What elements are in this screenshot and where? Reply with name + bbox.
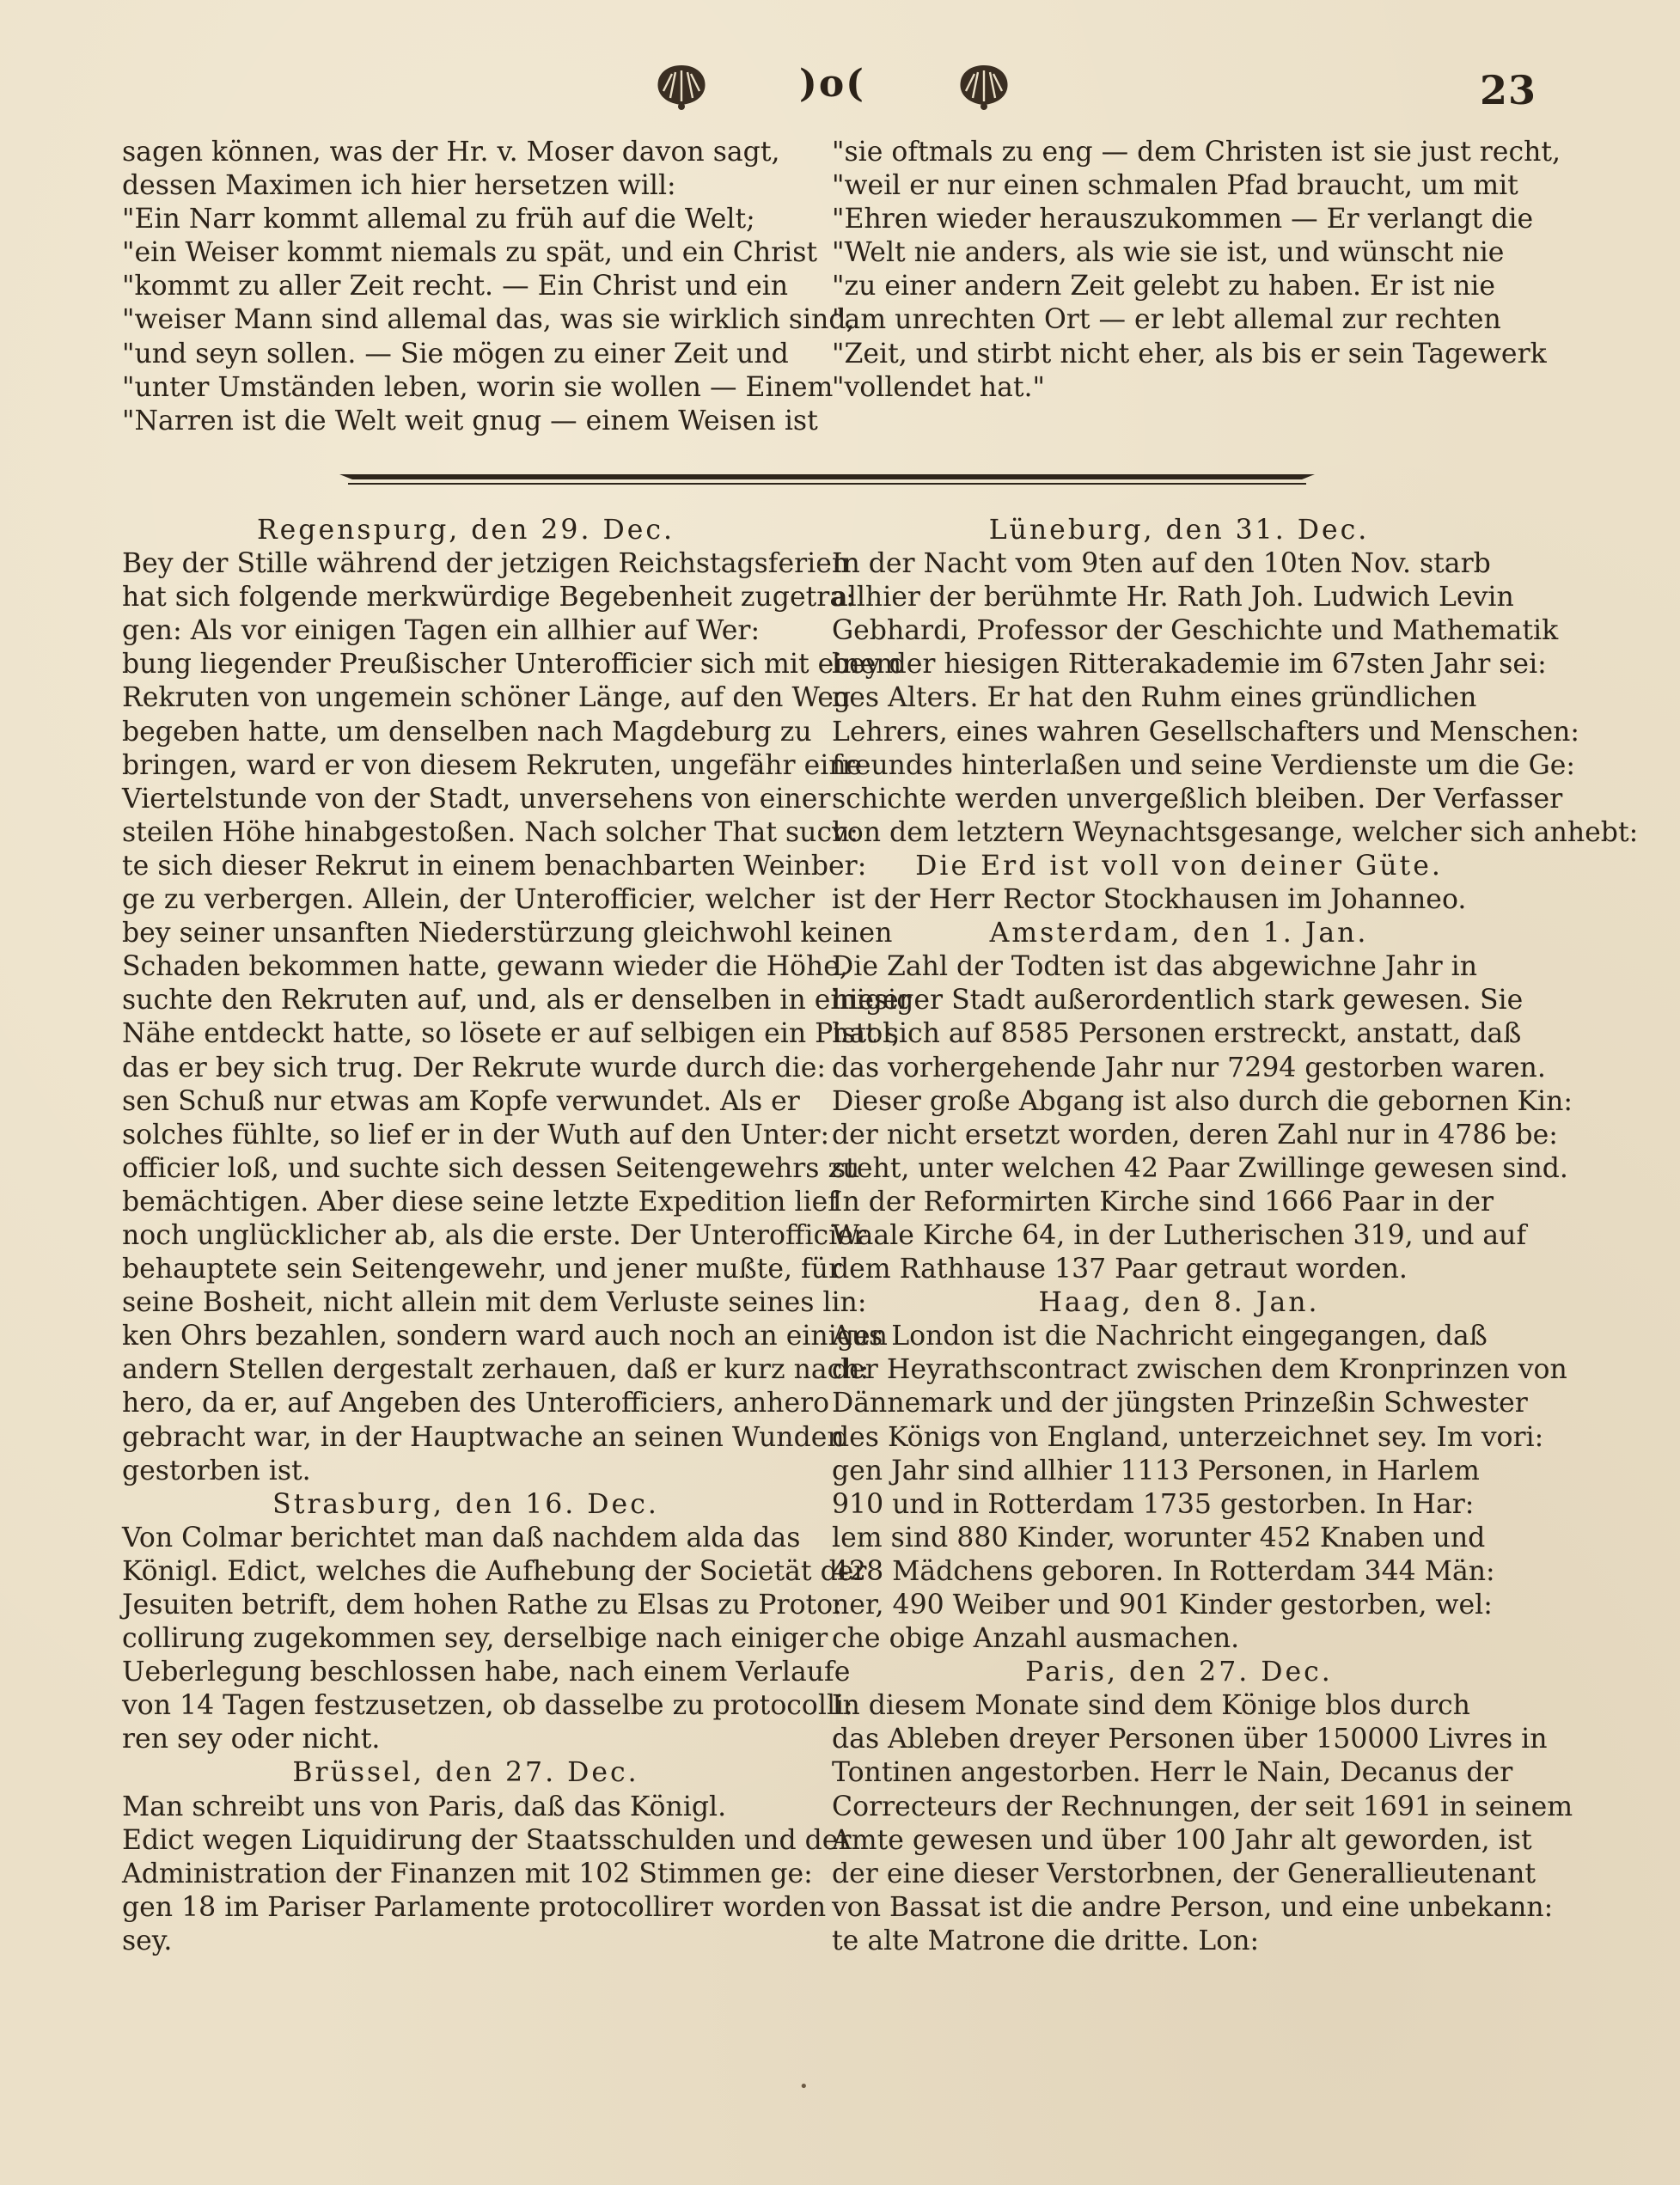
text-line: von Bassat ist die andre Person, und eine unbekann:	[832, 1891, 1554, 1923]
text-line: Man schreibt uns von Paris, daß das Königl.	[122, 1791, 727, 1822]
text-line: officier loß, und suchte sich dessen Seitengewehrs zu	[122, 1152, 860, 1184]
text-line: allhier der berühmte Hr. Rath Joh. Ludwich Levin	[832, 582, 1514, 613]
text-line: seine Bosheit, nicht allein mit dem Verluste seines lin:	[122, 1287, 867, 1319]
text-line: nes Alters. Er hat den Ruhm eines gründlichen	[832, 682, 1477, 714]
center-ornament: )o(	[799, 62, 865, 106]
text-line: collirung zugekommen sey, derselbige nach einiger	[122, 1623, 828, 1655]
text-line: te sich dieser Rekrut in einem benachbarten Weinber:	[122, 850, 867, 882]
text-line: von dem letztern Weynachtsgesange, welcher sich anhebt:	[832, 816, 1639, 848]
text-line: "Narren ist die Welt weit gnug — einem Weisen ist	[122, 405, 818, 436]
dateline-heading: Lüneburg, den 31. Dec.	[988, 515, 1370, 546]
text-line: Edict wegen Liquidirung der Staatsschulden und der	[122, 1824, 852, 1856]
text-line: von 14 Tagen festzusetzen, ob dasselbe zu protocolli:	[122, 1690, 853, 1722]
text-line: sen Schuß nur etwas am Kopfe verwundet. Als er	[122, 1085, 800, 1117]
right-shell-ornament-icon	[954, 60, 1014, 112]
text-line: freundes hinterlaßen und seine Verdienste um die Ge:	[832, 749, 1576, 781]
text-line: "kommt zu aller Zeit recht. — Ein Christ und ein	[122, 271, 789, 302]
text-line: Jesuiten betrift, dem hohen Rathe zu Elsas zu Proto:	[122, 1590, 842, 1620]
text-line: te alte Matrone die dritte. Lon:	[832, 1925, 1260, 1956]
text-line: ren sey oder nicht.	[122, 1724, 381, 1755]
text-line: ner, 490 Weiber und 901 Kinder gestorben, wel:	[832, 1590, 1493, 1620]
text-line: In diesem Monate sind dem Könige blos durch	[832, 1690, 1470, 1722]
text-line: Ueberlegung beschlossen habe, nach einem Verlaufe	[122, 1657, 851, 1688]
text-line: "weil er nur einen schmalen Pfad braucht, um mit	[832, 170, 1518, 202]
text-line: steilen Höhe hinabgestoßen. Nach solcher That such:	[122, 816, 858, 848]
text-line: bringen, ward er von diesem Rekruten, ungefähr eine	[122, 749, 863, 781]
left-shell-ornament-icon	[651, 60, 712, 112]
text-line: gen: Als vor einigen Tagen ein allhier auf Wer:	[122, 615, 761, 647]
text-line: In der Nacht vom 9ten auf den 10ten Nov. starb	[832, 548, 1491, 580]
text-line: Rekruten von ungemein schöner Länge, auf den Weg	[122, 682, 852, 714]
text-line: Schaden bekommen hatte, gewann wieder die Höhe,	[122, 951, 848, 983]
text-line: des Königs von England, unterzeichnet sey. Im vori:	[832, 1421, 1544, 1453]
text-line: sey.	[122, 1925, 173, 1956]
text-line: bey der hiesigen Ritterakademie im 67sten Jahr sei:	[832, 649, 1547, 681]
text-line: Von Colmar berichtet man daß nachdem alda das	[122, 1522, 801, 1553]
text-line: hiesiger Stadt außerordentlich stark gewesen. Sie	[832, 985, 1524, 1016]
text-line: "Ehren wieder herauszukommen — Er verlangt die	[832, 204, 1534, 235]
text-line: Bey der Stille während der jetzigen Reichstagsferien	[122, 548, 850, 580]
text-line: hat sich auf 8585 Personen erstreckt, anstatt, daß	[832, 1018, 1522, 1050]
dateline-heading: Amsterdam, den 1. Jan.	[989, 918, 1369, 949]
text-line: noch unglücklicher ab, als die erste. Der Unterofficier	[122, 1219, 866, 1251]
text-line: der eine dieser Verstorbnen, der Generallieutenant	[832, 1858, 1536, 1889]
text-line: Nähe entdeckt hatte, so lösete er auf selbigen ein Pistol,	[122, 1018, 901, 1050]
text-line: che obige Anzahl ausmachen.	[832, 1623, 1240, 1655]
text-line: gen Jahr sind allhier 1113 Personen, in Harlem	[832, 1455, 1480, 1486]
section-divider-rule	[339, 464, 1315, 490]
text-line: hat sich folgende merkwürdige Begebenheit zugetra:	[122, 582, 855, 613]
text-line: 910 und in Rotterdam 1735 gestorben. In Har:	[832, 1488, 1475, 1520]
text-line: 428 Mädchens geboren. In Rotterdam 344 Män:	[832, 1555, 1495, 1587]
text-line: gen 18 im Pariser Parlamente protocollirет worden	[122, 1891, 827, 1923]
text-line: ken Ohrs bezahlen, sondern ward auch noch an einigen	[122, 1321, 888, 1352]
text-line: bey seiner unsanften Niederstürzung gleichwohl keinen	[122, 918, 893, 949]
text-line: hero, da er, auf Angeben des Unterofficiers, anhero	[122, 1388, 830, 1419]
text-line: Amte gewesen und über 100 Jahr alt geworden, ist	[832, 1824, 1532, 1856]
dateline-heading: Haag, den 8. Jan.	[1038, 1287, 1320, 1319]
text-line: bemächtigen. Aber diese seine letzte Expedition lief	[122, 1186, 838, 1218]
text-line: "Zeit, und stirbt nicht eher, als bis er sein Tagewerk	[832, 338, 1547, 369]
dateline-heading: Paris, den 27. Dec.	[1025, 1657, 1333, 1688]
text-line: das Ableben dreyer Personen über 150000 Livres in	[832, 1724, 1548, 1755]
dateline-heading: Brüssel, den 27. Dec.	[292, 1757, 639, 1789]
text-line: behauptete sein Seitengewehr, und jener mußte, für	[122, 1254, 842, 1285]
text-line: solches fühlte, so lief er in der Wuth auf den Unter:	[122, 1119, 830, 1150]
text-line: Aus London ist die Nachricht eingegangen, daß	[832, 1321, 1488, 1352]
text-line: "Ein Narr kommt allemal zu früh auf die Welt;	[122, 204, 755, 235]
text-line: In der Reformirten Kirche sind 1666 Paar in der	[832, 1186, 1494, 1218]
text-line: Königl. Edict, welches die Aufhebung der Societät der	[122, 1555, 867, 1587]
text-line: "zu einer andern Zeit gelebt zu haben. Er ist nie	[832, 271, 1496, 302]
text-line: Administration der Finanzen mit 102 Stimmen ge:	[122, 1858, 813, 1889]
page-header	[0, 60, 1680, 129]
text-line: ist der Herr Rector Stockhausen im Johanneo.	[832, 884, 1467, 916]
text-line: lem sind 880 Kinder, worunter 452 Knaben und	[832, 1522, 1486, 1553]
text-line: "vollendet hat."	[832, 371, 1046, 403]
text-line: Waale Kirche 64, in der Lutherischen 319, und auf	[832, 1219, 1527, 1251]
text-line: suchte den Rekruten auf, und, als er denselben in einiger	[122, 985, 912, 1016]
text-line: "weiser Mann sind allemal das, was sie wirklich sind,	[122, 304, 855, 336]
text-line: dem Rathhause 137 Paar getraut worden.	[832, 1254, 1408, 1285]
top-left-column	[122, 136, 855, 438]
text-line: gestorben ist.	[122, 1455, 311, 1486]
text-line: andern Stellen dergestalt zerhauen, daß er kurz nach:	[122, 1354, 870, 1386]
text-line: begeben hatte, um denselben nach Magdeburg zu	[122, 716, 812, 748]
text-line: Correcteurs der Rechnungen, der seit 1691 in seinem	[832, 1791, 1573, 1822]
text-line: der Heyrathscontract zwischen dem Kronprinzen von	[832, 1354, 1567, 1386]
text-line: Viertelstunde von der Stadt, unversehens von einer	[122, 783, 831, 815]
text-line: dessen Maximen ich hier hersetzen will:	[122, 170, 676, 202]
text-line: "am unrechten Ort — er lebt allemal zur rechten	[832, 304, 1501, 336]
text-line: Die Zahl der Todten ist das abgewichne Jahr in	[832, 951, 1478, 983]
text-line: "ein Weiser kommt niemals zu spät, und ein Christ	[122, 237, 818, 269]
dateline-heading: Die Erd ist voll von deiner Güte.	[915, 850, 1443, 882]
text-line: "unter Umständen leben, worin sie wollen — Einem	[122, 371, 834, 403]
text-line: bung liegender Preußischer Unterofficier sich mit einem	[122, 649, 902, 681]
text-line: "Welt nie anders, als wie sie ist, und wünscht nie	[832, 237, 1505, 269]
text-line: das vorhergehende Jahr nur 7294 gestorben waren.	[832, 1052, 1546, 1083]
text-line: der nicht ersetzt worden, deren Zahl nur in 4786 be:	[832, 1119, 1558, 1150]
right-news-column	[832, 514, 1639, 1958]
text-line: gebracht war, in der Hauptwache an seinen Wunden	[122, 1421, 845, 1453]
text-line: "sie oftmals zu eng — dem Christen ist sie just recht,	[832, 137, 1561, 168]
dateline-heading: Strasburg, den 16. Dec.	[272, 1488, 659, 1520]
text-line: "und seyn sollen. — Sie mögen zu einer Zeit und	[122, 338, 789, 369]
text-line: steht, unter welchen 42 Paar Zwillinge gewesen sind.	[832, 1152, 1568, 1184]
text-line: sagen können, was der Hr. v. Moser davon sagt,	[122, 137, 780, 168]
text-line: Dieser große Abgang ist also durch die gebornen Kin:	[832, 1085, 1573, 1117]
text-line: ge zu verbergen. Allein, der Unterofficier, welcher	[122, 884, 815, 916]
text-line: das er bey sich trug. Der Rekrute wurde durch die:	[122, 1052, 826, 1083]
left-news-column	[122, 514, 912, 1958]
page-number: 23	[1480, 67, 1537, 113]
ink-speck: •	[799, 2078, 809, 2096]
text-line: Dännemark und der jüngsten Prinzeßin Schwester	[832, 1388, 1528, 1419]
text-line: Tontinen angestorben. Herr le Nain, Decanus der	[832, 1757, 1513, 1789]
text-line: schichte werden unvergeßlich bleiben. Der Verfasser	[832, 783, 1563, 815]
dateline-heading: Regenspurg, den 29. Dec.	[256, 515, 675, 546]
text-line: Lehrers, eines wahren Gesellschafters und Menschen:	[832, 716, 1580, 748]
text-line: Gebhardi, Professor der Geschichte und Mathematik	[832, 615, 1559, 647]
top-right-column	[832, 136, 1561, 405]
